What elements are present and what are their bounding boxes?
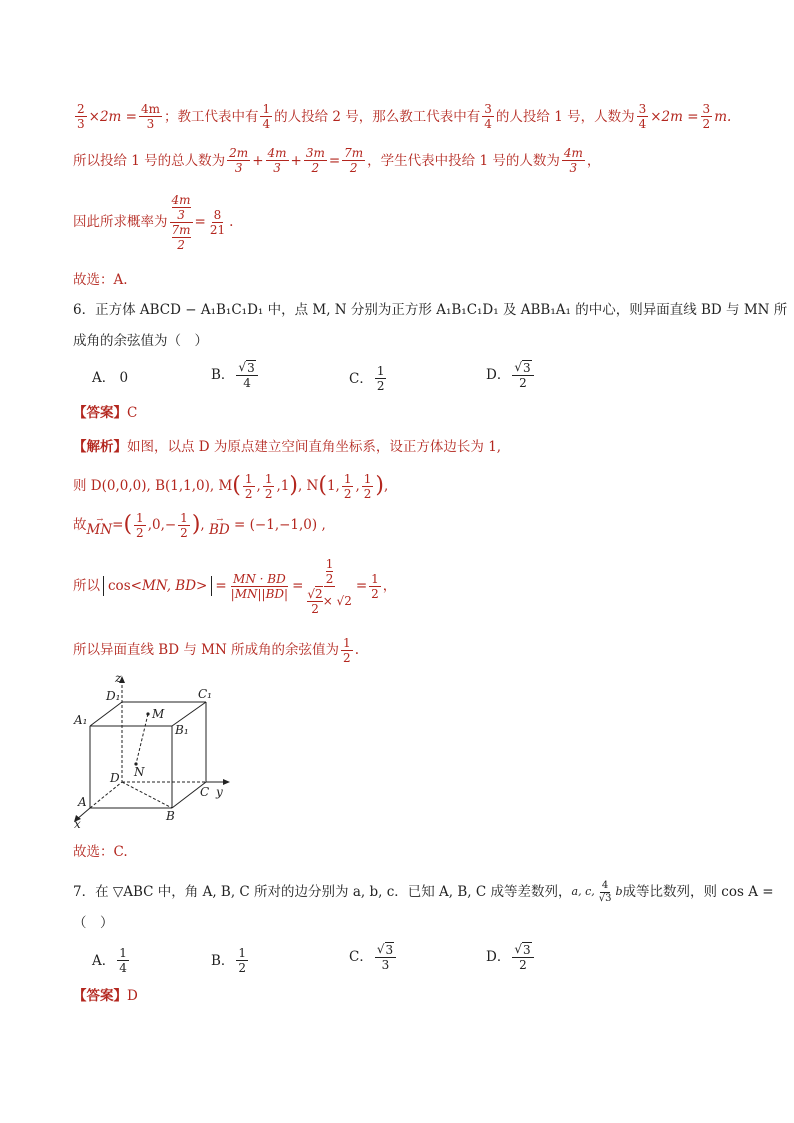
analysis-conclusion: 所以异面直线 BD 与 MN 所成角的余弦值为 $\frac{1}{2}$ . xyxy=(73,635,359,665)
label-x: x xyxy=(74,817,81,830)
fraction: $\frac{3}{2}$ xyxy=(702,102,711,131)
abs-cos: cos < MN, BD > xyxy=(103,576,212,596)
fraction: $\frac{1}{2}$ xyxy=(238,946,247,975)
text: 所以投给 1 号的总人数为 xyxy=(73,152,226,169)
text: 的人投给 2 号，那么教工代表中有 xyxy=(274,108,481,125)
fraction: $\frac{3}{4}$ xyxy=(484,102,492,131)
text: + xyxy=(290,152,302,169)
vector-mn: → MN xyxy=(86,515,113,538)
fraction: $\frac{1}{2}$ xyxy=(136,510,144,540)
answer-q6-choice: 故选：C. xyxy=(73,844,128,860)
text: = xyxy=(328,152,341,169)
fraction: √ 3 2 xyxy=(512,942,533,972)
solution-line-1 xyxy=(73,102,734,131)
option-c[interactable]: C． $\frac{1}{2}$ xyxy=(349,364,385,393)
label-n: N xyxy=(134,765,145,779)
fraction: $\frac{4m}{3}$ xyxy=(267,146,287,175)
text: . xyxy=(229,214,234,230)
question-7-line-2: （ ） xyxy=(73,915,114,931)
fraction: √ 3 2 xyxy=(512,360,533,390)
text: 因此所求概率为 xyxy=(73,214,168,230)
text: 的人投给 1 号，人数为 xyxy=(495,108,635,125)
fraction: $\frac{1}{2}$ xyxy=(343,471,352,501)
label-a: A xyxy=(78,795,87,809)
fraction: $\frac{1}{2}$ xyxy=(180,510,188,540)
text: ×2m = xyxy=(88,108,137,125)
answer-q7: 【答案】 D xyxy=(73,988,138,1004)
option-a[interactable]: A． $\frac{1}{4}$ xyxy=(92,946,127,975)
label-y: y xyxy=(216,785,223,799)
label-b: B xyxy=(166,809,175,823)
cube-figure xyxy=(60,668,250,830)
fraction: $\frac{8}{21}$ xyxy=(209,207,226,237)
answer-q6: 【答案】 C xyxy=(73,405,138,421)
answer-q5: 故选：A. xyxy=(73,272,128,288)
label-z: z xyxy=(115,671,122,685)
label-c: C xyxy=(200,785,210,799)
fraction: $\frac{4m}{3}$ xyxy=(563,146,583,175)
text: m. xyxy=(714,108,732,125)
compound-fraction: 4m 3 7m 2 xyxy=(171,192,191,252)
text: ×2m = xyxy=(650,108,699,125)
text: ， xyxy=(586,152,601,169)
text: ，学生代表中投给 1 号的人数为 xyxy=(367,152,560,169)
question-6-line-1: 6．正方体 ABCD − A₁B₁C₁D₁ 中，点 M, N 分别为正方形 A₁B₁C₁D₁ 及 ABB₁A₁ 的中心，则异面直线 BD 与 MN 所 xyxy=(73,302,788,318)
option-d[interactable]: D． √ 3 2 xyxy=(486,942,536,972)
fraction: $\frac{3m}{2}$ xyxy=(305,146,325,175)
label-b1: B₁ xyxy=(175,723,189,737)
text: + xyxy=(252,152,264,169)
question-7-line-1: 7．在 ▽ABC 中，角 A, B, C 所对的边分别为 a, b, c．已知 A, B, C 成等差数列， a, c, $\frac{4}{√3}$ b 成等比数列，则 cos A = xyxy=(73,879,774,904)
fraction: $\frac{1}{2}$ xyxy=(244,471,253,501)
fraction: $\frac{4m}{3}$ xyxy=(140,102,160,131)
analysis-line-3: 故 → MN = ( $\frac{1}{2}$ ,0,− $\frac{1}{2}$ ) , → BD = (−1,−1,0) , xyxy=(73,510,326,540)
fraction: √ 3 3 xyxy=(375,942,396,972)
question-6-line-2: 成角的余弦值为（ ） xyxy=(73,333,208,349)
option-b[interactable]: B． $\frac{1}{2}$ xyxy=(211,946,247,975)
label-m: M xyxy=(152,707,165,721)
fraction: $\frac{1}{4}$ xyxy=(262,102,271,131)
fraction: $\frac{1}{4}$ xyxy=(119,946,127,975)
label-d1: D₁ xyxy=(106,689,121,703)
fraction: $\frac{1}{2}$ xyxy=(264,471,273,501)
fraction: $\frac{2m}{3}$ xyxy=(229,146,249,175)
fraction: √ 3 4 xyxy=(236,360,257,390)
label-a1: A₁ xyxy=(74,713,88,727)
analysis-line-2: 则 D(0,0,0), B(1,1,0), M ( $\frac{1}{2}$ , $\frac{1}{2}$ ,1 ) , N ( 1, $\frac{1}{2}$ , $\frac{1}{2}$ ) , xyxy=(73,471,389,501)
option-b[interactable]: B． √ 3 4 xyxy=(211,360,260,390)
fraction: $\frac{2}{3}$ xyxy=(77,102,85,131)
option-d[interactable]: D． √ 3 2 xyxy=(486,360,536,390)
label-c1: C₁ xyxy=(198,687,212,701)
vector-bd: → BD xyxy=(209,515,230,538)
option-c[interactable]: C． √ 3 3 xyxy=(349,942,398,972)
compound-fraction: 1 2 $\frac{√2}{2}$ × √2 xyxy=(307,556,352,616)
analysis-line-4: 所以 cos < MN, BD > = $\frac{MN \cdot BD}{|MN||BD|}$ = 1 2 $\frac{√2}{2}$ × √2 = $\frac{1}{2}$ ， xyxy=(73,556,397,616)
fraction: $\frac{3}{4}$ xyxy=(638,102,647,131)
solution-line-3 xyxy=(73,192,734,252)
text: = xyxy=(194,214,206,230)
option-a[interactable]: A． 0 xyxy=(92,370,129,386)
fraction: $\frac{4}{√3}$ xyxy=(598,879,612,904)
fraction: $\frac{1}{2}$ xyxy=(343,635,351,665)
fraction: $\frac{MN \cdot BD}{|MN||BD|}$ xyxy=(230,571,289,601)
fraction: $\frac{7m}{2}$ xyxy=(344,146,364,175)
fraction: $\frac{1}{2}$ xyxy=(371,571,379,601)
solution-line-2 xyxy=(73,146,734,175)
fraction: $\frac{1}{2}$ xyxy=(376,364,385,393)
text: ；教工代表中有 xyxy=(163,108,259,125)
analysis-line-1: 【解析】 如图，以点 D 为原点建立空间直角坐标系，设正方体边长为 1, xyxy=(73,439,502,455)
label-d: D xyxy=(110,771,120,785)
fraction: $\frac{1}{2}$ xyxy=(363,471,372,501)
